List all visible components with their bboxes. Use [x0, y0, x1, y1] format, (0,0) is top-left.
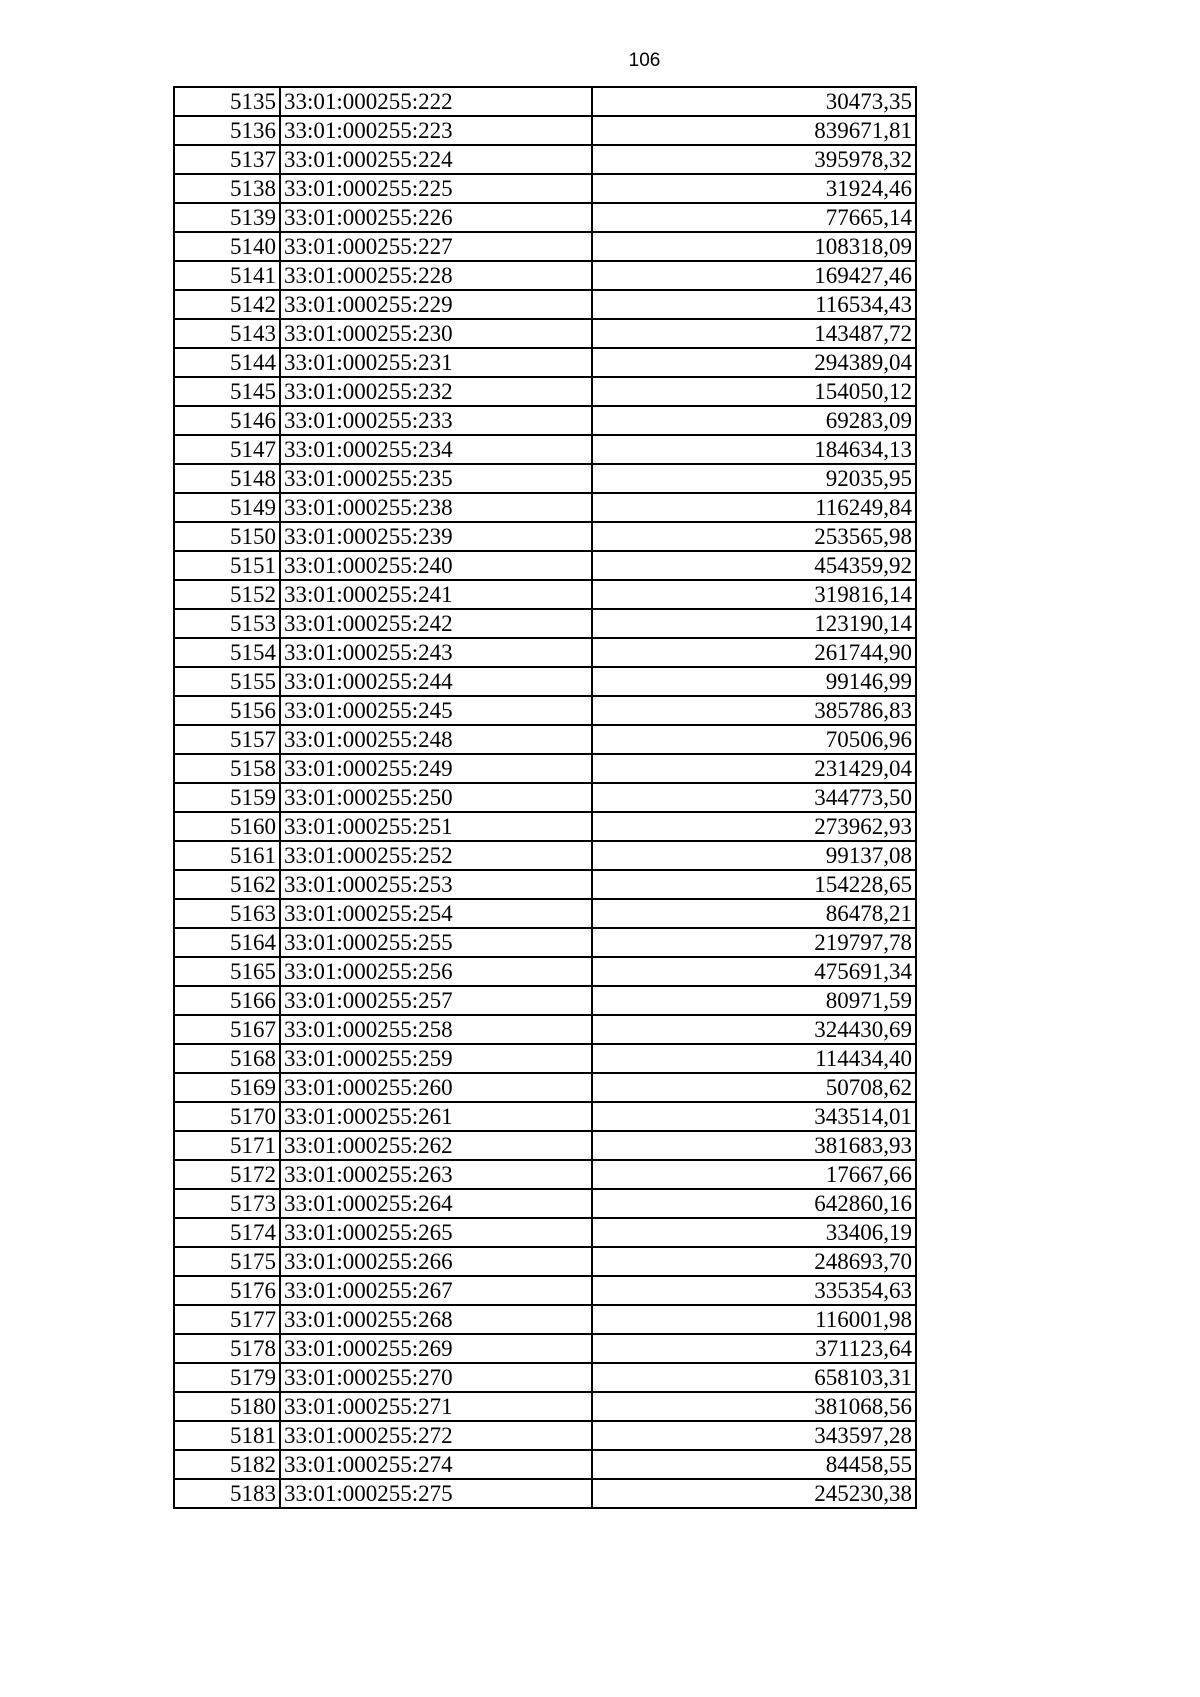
row-number-cell: 5143	[174, 319, 280, 348]
cadastral-value-cell: 114434,40	[592, 1044, 916, 1073]
cadastral-number-cell: 33:01:000255:274	[280, 1450, 592, 1479]
row-number-cell: 5141	[174, 261, 280, 290]
cadastral-value-cell: 454359,92	[592, 551, 916, 580]
row-number-cell: 5156	[174, 696, 280, 725]
cadastral-number-cell: 33:01:000255:249	[280, 754, 592, 783]
cadastral-number-cell: 33:01:000255:251	[280, 812, 592, 841]
cadastral-number-cell: 33:01:000255:232	[280, 377, 592, 406]
cadastral-number-cell: 33:01:000255:222	[280, 87, 592, 116]
table-row	[174, 464, 916, 493]
table-row	[174, 638, 916, 667]
cadastral-number-cell: 33:01:000255:253	[280, 870, 592, 899]
cadastral-value-cell: 84458,55	[592, 1450, 916, 1479]
cadastral-value-table	[173, 86, 917, 1509]
cadastral-number-cell: 33:01:000255:240	[280, 551, 592, 580]
cadastral-value-cell: 154228,65	[592, 870, 916, 899]
cadastral-value-cell: 658103,31	[592, 1363, 916, 1392]
cadastral-value-cell: 385786,83	[592, 696, 916, 725]
cadastral-value-cell: 343597,28	[592, 1421, 916, 1450]
table-row	[174, 957, 916, 986]
cadastral-value-cell: 245230,38	[592, 1479, 916, 1508]
cadastral-value-cell: 99137,08	[592, 841, 916, 870]
table-row	[174, 1102, 916, 1131]
table-row	[174, 1073, 916, 1102]
cadastral-number-cell: 33:01:000255:225	[280, 174, 592, 203]
row-number-cell: 5167	[174, 1015, 280, 1044]
table-row	[174, 812, 916, 841]
row-number-cell: 5160	[174, 812, 280, 841]
cadastral-value-cell: 99146,99	[592, 667, 916, 696]
row-number-cell: 5163	[174, 899, 280, 928]
table-row	[174, 406, 916, 435]
cadastral-number-cell: 33:01:000255:258	[280, 1015, 592, 1044]
cadastral-value-cell: 642860,16	[592, 1189, 916, 1218]
table-row	[174, 725, 916, 754]
cadastral-number-cell: 33:01:000255:267	[280, 1276, 592, 1305]
cadastral-value-cell: 116534,43	[592, 290, 916, 319]
table-row	[174, 1044, 916, 1073]
cadastral-number-cell: 33:01:000255:239	[280, 522, 592, 551]
cadastral-number-cell: 33:01:000255:254	[280, 899, 592, 928]
cadastral-value-cell: 273962,93	[592, 812, 916, 841]
table-row	[174, 696, 916, 725]
cadastral-number-cell: 33:01:000255:272	[280, 1421, 592, 1450]
table-row	[174, 493, 916, 522]
cadastral-number-cell: 33:01:000255:226	[280, 203, 592, 232]
row-number-cell: 5145	[174, 377, 280, 406]
cadastral-number-cell: 33:01:000255:243	[280, 638, 592, 667]
cadastral-value-cell: 116001,98	[592, 1305, 916, 1334]
table-row	[174, 754, 916, 783]
row-number-cell: 5159	[174, 783, 280, 812]
table-row	[174, 928, 916, 957]
cadastral-value-cell: 324430,69	[592, 1015, 916, 1044]
cadastral-value-cell: 154050,12	[592, 377, 916, 406]
table-row	[174, 1160, 916, 1189]
table-row	[174, 522, 916, 551]
cadastral-value-cell: 343514,01	[592, 1102, 916, 1131]
table-row	[174, 1189, 916, 1218]
row-number-cell: 5148	[174, 464, 280, 493]
row-number-cell: 5177	[174, 1305, 280, 1334]
cadastral-number-cell: 33:01:000255:257	[280, 986, 592, 1015]
table-row	[174, 377, 916, 406]
cadastral-number-cell: 33:01:000255:227	[280, 232, 592, 261]
table-row	[174, 841, 916, 870]
cadastral-value-cell: 294389,04	[592, 348, 916, 377]
cadastral-value-cell: 395978,32	[592, 145, 916, 174]
row-number-cell: 5139	[174, 203, 280, 232]
row-number-cell: 5180	[174, 1392, 280, 1421]
cadastral-number-cell: 33:01:000255:224	[280, 145, 592, 174]
cadastral-value-cell: 77665,14	[592, 203, 916, 232]
row-number-cell: 5144	[174, 348, 280, 377]
cadastral-value-cell: 261744,90	[592, 638, 916, 667]
cadastral-value-cell: 344773,50	[592, 783, 916, 812]
cadastral-number-cell: 33:01:000255:266	[280, 1247, 592, 1276]
cadastral-number-cell: 33:01:000255:263	[280, 1160, 592, 1189]
row-number-cell: 5140	[174, 232, 280, 261]
cadastral-value-cell: 319816,14	[592, 580, 916, 609]
cadastral-number-cell: 33:01:000255:223	[280, 116, 592, 145]
table-row	[174, 986, 916, 1015]
cadastral-value-cell: 86478,21	[592, 899, 916, 928]
cadastral-number-cell: 33:01:000255:269	[280, 1334, 592, 1363]
table-row	[174, 319, 916, 348]
row-number-cell: 5173	[174, 1189, 280, 1218]
cadastral-number-cell: 33:01:000255:233	[280, 406, 592, 435]
table-row	[174, 580, 916, 609]
table-row	[174, 348, 916, 377]
cadastral-value-cell: 381068,56	[592, 1392, 916, 1421]
table-row	[174, 1015, 916, 1044]
cadastral-value-cell: 17667,66	[592, 1160, 916, 1189]
cadastral-number-cell: 33:01:000255:245	[280, 696, 592, 725]
row-number-cell: 5135	[174, 87, 280, 116]
cadastral-value-cell: 371123,64	[592, 1334, 916, 1363]
row-number-cell: 5146	[174, 406, 280, 435]
cadastral-value-cell: 381683,93	[592, 1131, 916, 1160]
cadastral-value-cell: 30473,35	[592, 87, 916, 116]
cadastral-value-cell: 475691,34	[592, 957, 916, 986]
cadastral-value-cell: 80971,59	[592, 986, 916, 1015]
row-number-cell: 5164	[174, 928, 280, 957]
row-number-cell: 5136	[174, 116, 280, 145]
table-row	[174, 290, 916, 319]
cadastral-number-cell: 33:01:000255:248	[280, 725, 592, 754]
row-number-cell: 5174	[174, 1218, 280, 1247]
cadastral-value-cell: 70506,96	[592, 725, 916, 754]
row-number-cell: 5149	[174, 493, 280, 522]
cadastral-value-cell: 169427,46	[592, 261, 916, 290]
cadastral-number-cell: 33:01:000255:275	[280, 1479, 592, 1508]
row-number-cell: 5165	[174, 957, 280, 986]
row-number-cell: 5181	[174, 1421, 280, 1450]
table-row	[174, 1247, 916, 1276]
table-row	[174, 145, 916, 174]
row-number-cell: 5182	[174, 1450, 280, 1479]
table-row	[174, 116, 916, 145]
table-row	[174, 1421, 916, 1450]
cadastral-number-cell: 33:01:000255:244	[280, 667, 592, 696]
cadastral-number-cell: 33:01:000255:255	[280, 928, 592, 957]
row-number-cell: 5161	[174, 841, 280, 870]
cadastral-number-cell: 33:01:000255:262	[280, 1131, 592, 1160]
cadastral-value-cell: 248693,70	[592, 1247, 916, 1276]
cadastral-number-cell: 33:01:000255:231	[280, 348, 592, 377]
table-row	[174, 1218, 916, 1247]
row-number-cell: 5147	[174, 435, 280, 464]
cadastral-value-cell: 231429,04	[592, 754, 916, 783]
cadastral-number-cell: 33:01:000255:230	[280, 319, 592, 348]
table-row	[174, 1131, 916, 1160]
table-row	[174, 899, 916, 928]
cadastral-value-cell: 92035,95	[592, 464, 916, 493]
table-row	[174, 232, 916, 261]
table-row	[174, 1392, 916, 1421]
table-row	[174, 1363, 916, 1392]
row-number-cell: 5175	[174, 1247, 280, 1276]
row-number-cell: 5172	[174, 1160, 280, 1189]
table-row	[174, 1479, 916, 1508]
row-number-cell: 5158	[174, 754, 280, 783]
table-row	[174, 1276, 916, 1305]
table-row	[174, 261, 916, 290]
table-row	[174, 667, 916, 696]
row-number-cell: 5166	[174, 986, 280, 1015]
row-number-cell: 5178	[174, 1334, 280, 1363]
cadastral-number-cell: 33:01:000255:241	[280, 580, 592, 609]
cadastral-value-cell: 33406,19	[592, 1218, 916, 1247]
cadastral-number-cell: 33:01:000255:265	[280, 1218, 592, 1247]
cadastral-value-cell: 116249,84	[592, 493, 916, 522]
cadastral-number-cell: 33:01:000255:250	[280, 783, 592, 812]
cadastral-number-cell: 33:01:000255:256	[280, 957, 592, 986]
cadastral-value-cell: 253565,98	[592, 522, 916, 551]
row-number-cell: 5152	[174, 580, 280, 609]
table-row	[174, 551, 916, 580]
table-row	[174, 203, 916, 232]
row-number-cell: 5142	[174, 290, 280, 319]
row-number-cell: 5168	[174, 1044, 280, 1073]
table-row	[174, 783, 916, 812]
cadastral-value-cell: 50708,62	[592, 1073, 916, 1102]
row-number-cell: 5183	[174, 1479, 280, 1508]
table-row	[174, 1334, 916, 1363]
cadastral-number-cell: 33:01:000255:235	[280, 464, 592, 493]
row-number-cell: 5169	[174, 1073, 280, 1102]
table-row	[174, 1305, 916, 1334]
cadastral-number-cell: 33:01:000255:229	[280, 290, 592, 319]
row-number-cell: 5170	[174, 1102, 280, 1131]
row-number-cell: 5138	[174, 174, 280, 203]
row-number-cell: 5162	[174, 870, 280, 899]
row-number-cell: 5176	[174, 1276, 280, 1305]
cadastral-number-cell: 33:01:000255:260	[280, 1073, 592, 1102]
cadastral-number-cell: 33:01:000255:268	[280, 1305, 592, 1334]
table-row	[174, 435, 916, 464]
table-row	[174, 87, 916, 116]
cadastral-number-cell: 33:01:000255:234	[280, 435, 592, 464]
table-row	[174, 609, 916, 638]
cadastral-value-cell: 31924,46	[592, 174, 916, 203]
cadastral-number-cell: 33:01:000255:264	[280, 1189, 592, 1218]
cadastral-number-cell: 33:01:000255:242	[280, 609, 592, 638]
row-number-cell: 5171	[174, 1131, 280, 1160]
cadastral-value-cell: 839671,81	[592, 116, 916, 145]
row-number-cell: 5179	[174, 1363, 280, 1392]
cadastral-number-cell: 33:01:000255:259	[280, 1044, 592, 1073]
cadastral-number-cell: 33:01:000255:270	[280, 1363, 592, 1392]
table-row	[174, 174, 916, 203]
table-row	[174, 1450, 916, 1479]
cadastral-number-cell: 33:01:000255:228	[280, 261, 592, 290]
cadastral-value-cell: 335354,63	[592, 1276, 916, 1305]
table-body	[174, 87, 916, 1508]
cadastral-value-cell: 184634,13	[592, 435, 916, 464]
cadastral-number-cell: 33:01:000255:252	[280, 841, 592, 870]
page-number: 106	[628, 50, 661, 71]
cadastral-value-cell: 123190,14	[592, 609, 916, 638]
row-number-cell: 5157	[174, 725, 280, 754]
row-number-cell: 5137	[174, 145, 280, 174]
row-number-cell: 5150	[174, 522, 280, 551]
row-number-cell: 5151	[174, 551, 280, 580]
cadastral-value-cell: 219797,78	[592, 928, 916, 957]
cadastral-value-cell: 108318,09	[592, 232, 916, 261]
cadastral-number-cell: 33:01:000255:271	[280, 1392, 592, 1421]
table-row	[174, 870, 916, 899]
row-number-cell: 5153	[174, 609, 280, 638]
cadastral-number-cell: 33:01:000255:238	[280, 493, 592, 522]
row-number-cell: 5155	[174, 667, 280, 696]
cadastral-value-cell: 69283,09	[592, 406, 916, 435]
row-number-cell: 5154	[174, 638, 280, 667]
cadastral-value-cell: 143487,72	[592, 319, 916, 348]
cadastral-number-cell: 33:01:000255:261	[280, 1102, 592, 1131]
